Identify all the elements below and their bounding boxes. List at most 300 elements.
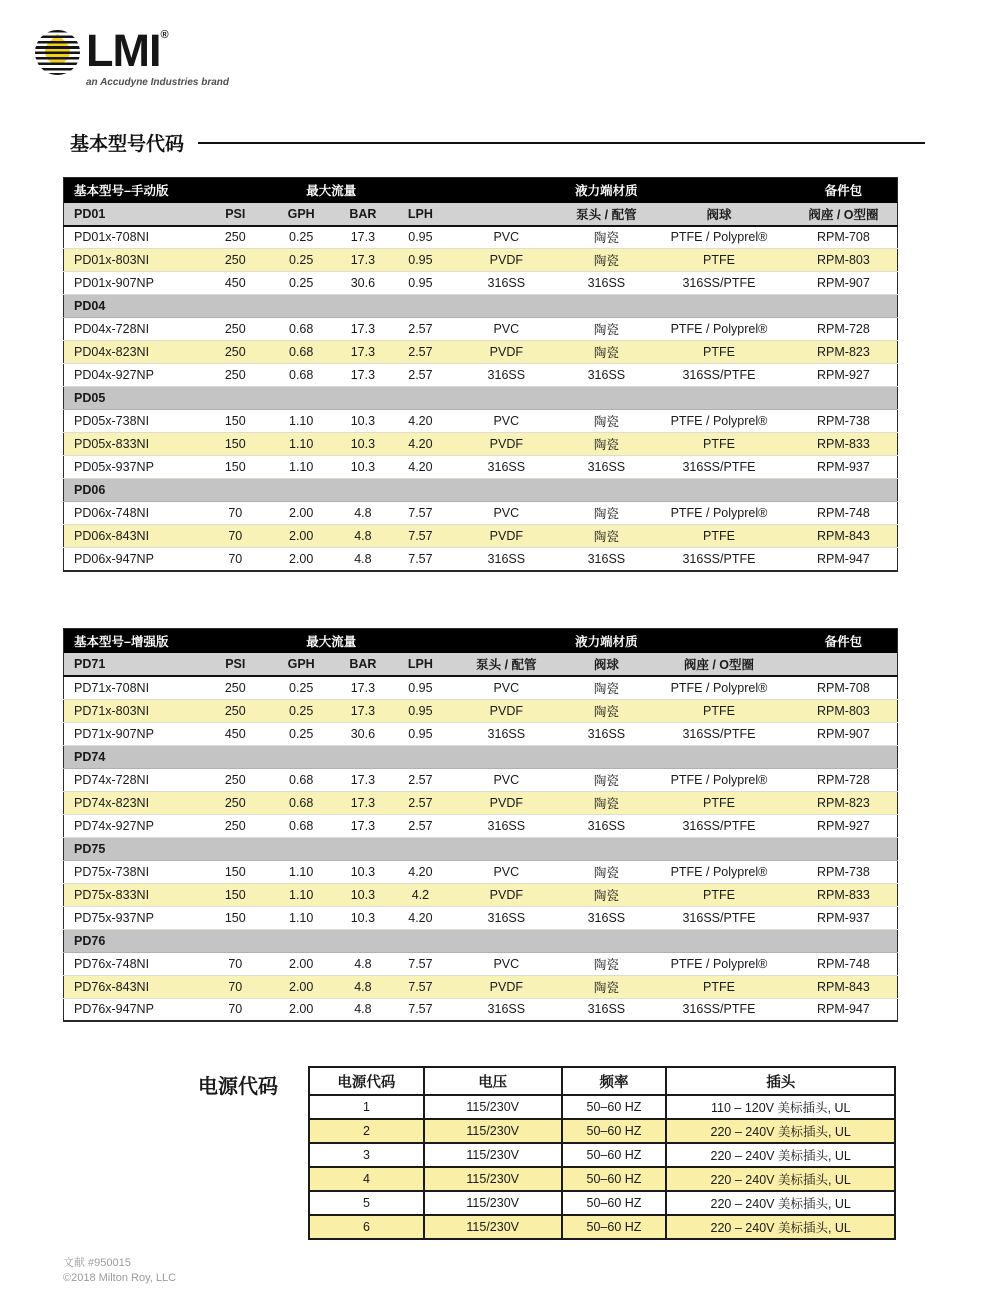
- value-cell: 4.20: [393, 433, 448, 456]
- value-cell: PTFE / Polyprel®: [648, 952, 790, 975]
- power-code-section: [198, 1066, 1000, 1240]
- power-value-cell: 50–60 HZ: [562, 1119, 667, 1143]
- power-value-cell: 1: [309, 1095, 424, 1119]
- value-cell: RPM-907: [790, 722, 898, 745]
- value-cell: RPM-823: [790, 791, 898, 814]
- value-cell: 2.00: [269, 975, 332, 998]
- value-cell: 450: [201, 272, 269, 295]
- value-cell: 陶瓷: [565, 318, 648, 341]
- value-cell: 2.57: [393, 318, 448, 341]
- value-cell: 4.8: [333, 548, 393, 571]
- model-number-cell: PD04x-927NP: [64, 364, 202, 387]
- value-cell: 1.10: [269, 883, 332, 906]
- value-cell: 0.68: [269, 341, 332, 364]
- value-cell: 250: [201, 791, 269, 814]
- group-title: 基本型号–增强版: [64, 628, 270, 653]
- value-cell: RPM-738: [790, 410, 898, 433]
- value-cell: 316SS: [565, 722, 648, 745]
- power-value-cell: 220 – 240V 美标插头, UL: [666, 1191, 895, 1215]
- value-cell: 17.3: [333, 341, 393, 364]
- model-row: [64, 341, 898, 364]
- model-row: [64, 676, 898, 699]
- value-cell: 2.00: [269, 548, 332, 571]
- value-cell: PTFE: [648, 975, 790, 998]
- value-cell: 316SS: [448, 272, 565, 295]
- value-cell: 70: [201, 998, 269, 1021]
- value-cell: RPM-937: [790, 906, 898, 929]
- value-cell: 150: [201, 410, 269, 433]
- value-cell: 0.68: [269, 768, 332, 791]
- power-value-cell: 115/230V: [424, 1215, 562, 1239]
- lmi-logo: [35, 25, 1000, 92]
- value-cell: 17.3: [333, 318, 393, 341]
- value-cell: PTFE: [648, 699, 790, 722]
- model-row: [64, 883, 898, 906]
- value-cell: 陶瓷: [565, 249, 648, 272]
- model-row: [64, 364, 898, 387]
- value-cell: 4.8: [333, 525, 393, 548]
- power-value-cell: 3: [309, 1143, 424, 1167]
- group-spacer: [393, 178, 448, 203]
- value-cell: PVDF: [448, 249, 565, 272]
- value-cell: 2.57: [393, 768, 448, 791]
- value-cell: 30.6: [333, 272, 393, 295]
- value-cell: 0.95: [393, 699, 448, 722]
- series-section-row: [64, 837, 898, 860]
- value-cell: 30.6: [333, 722, 393, 745]
- power-column-header: 插头: [666, 1067, 895, 1095]
- group-wetted-materials: 液力端材质: [565, 628, 648, 653]
- value-cell: RPM-937: [790, 456, 898, 479]
- value-cell: RPM-833: [790, 883, 898, 906]
- value-cell: RPM-803: [790, 249, 898, 272]
- value-cell: 316SS/PTFE: [648, 548, 790, 571]
- model-row: [64, 249, 898, 272]
- value-cell: 0.95: [393, 272, 448, 295]
- column-header-cell: PD01: [64, 203, 202, 226]
- value-cell: 4.20: [393, 456, 448, 479]
- value-cell: RPM-708: [790, 226, 898, 249]
- value-cell: 0.95: [393, 676, 448, 699]
- power-value-cell: 220 – 240V 美标插头, UL: [666, 1215, 895, 1239]
- value-cell: PTFE / Polyprel®: [648, 502, 790, 525]
- power-code-label: 电源代码: [198, 1076, 278, 1098]
- model-number-cell: PD06x-947NP: [64, 548, 202, 571]
- value-cell: RPM-748: [790, 502, 898, 525]
- value-cell: 316SS: [565, 272, 648, 295]
- model-number-cell: PD76x-748NI: [64, 952, 202, 975]
- group-spacer: [648, 628, 790, 653]
- power-code-table: [308, 1066, 896, 1240]
- group-spare-kit: 备件包: [790, 178, 898, 203]
- model-number-cell: PD76x-947NP: [64, 998, 202, 1021]
- column-header-cell: [790, 653, 898, 676]
- value-cell: 陶瓷: [565, 433, 648, 456]
- value-cell: 陶瓷: [565, 768, 648, 791]
- value-cell: 70: [201, 525, 269, 548]
- logo-brand-text: [86, 25, 229, 76]
- value-cell: 316SS/PTFE: [648, 722, 790, 745]
- enhanced-models-table: [63, 628, 898, 1023]
- value-cell: PVC: [448, 318, 565, 341]
- value-cell: PVDF: [448, 791, 565, 814]
- group-title: 基本型号–手动版: [64, 178, 270, 203]
- column-header-cell: LPH: [393, 203, 448, 226]
- value-cell: 1.10: [269, 860, 332, 883]
- table-group-header-row: [64, 628, 898, 653]
- column-header-cell: 阀座 / O型圈: [790, 203, 898, 226]
- power-value-cell: 115/230V: [424, 1191, 562, 1215]
- series-label: PD74: [64, 745, 898, 768]
- value-cell: 250: [201, 676, 269, 699]
- value-cell: 陶瓷: [565, 226, 648, 249]
- value-cell: 4.8: [333, 952, 393, 975]
- model-row: [64, 226, 898, 249]
- value-cell: 10.3: [333, 883, 393, 906]
- series-section-row: [64, 387, 898, 410]
- value-cell: 316SS/PTFE: [648, 364, 790, 387]
- column-header-cell: GPH: [269, 203, 332, 226]
- model-number-cell: PD06x-748NI: [64, 502, 202, 525]
- value-cell: 0.68: [269, 791, 332, 814]
- value-cell: 250: [201, 341, 269, 364]
- value-cell: PVDF: [448, 699, 565, 722]
- model-row: [64, 768, 898, 791]
- value-cell: 250: [201, 249, 269, 272]
- table-column-header-row: [64, 203, 898, 226]
- value-cell: 0.68: [269, 814, 332, 837]
- value-cell: 316SS/PTFE: [648, 906, 790, 929]
- value-cell: PTFE: [648, 433, 790, 456]
- value-cell: 316SS: [448, 456, 565, 479]
- value-cell: 17.3: [333, 226, 393, 249]
- value-cell: 0.25: [269, 226, 332, 249]
- value-cell: 2.00: [269, 502, 332, 525]
- value-cell: 17.3: [333, 768, 393, 791]
- value-cell: PTFE / Polyprel®: [648, 768, 790, 791]
- value-cell: PTFE / Polyprel®: [648, 410, 790, 433]
- model-number-cell: PD74x-728NI: [64, 768, 202, 791]
- value-cell: PVDF: [448, 525, 565, 548]
- value-cell: RPM-803: [790, 699, 898, 722]
- value-cell: 316SS: [565, 456, 648, 479]
- model-row: [64, 502, 898, 525]
- group-wetted-materials: 液力端材质: [565, 178, 648, 203]
- model-number-cell: PD74x-823NI: [64, 791, 202, 814]
- value-cell: 150: [201, 883, 269, 906]
- value-cell: 0.25: [269, 722, 332, 745]
- value-cell: 2.57: [393, 364, 448, 387]
- value-cell: 7.57: [393, 502, 448, 525]
- page-title: 基本型号代码: [70, 134, 185, 155]
- value-cell: PTFE / Polyprel®: [648, 226, 790, 249]
- value-cell: 7.57: [393, 548, 448, 571]
- power-value-cell: 220 – 240V 美标插头, UL: [666, 1119, 895, 1143]
- value-cell: 316SS: [448, 998, 565, 1021]
- value-cell: 2.57: [393, 814, 448, 837]
- value-cell: RPM-927: [790, 364, 898, 387]
- value-cell: PVC: [448, 410, 565, 433]
- value-cell: PTFE: [648, 249, 790, 272]
- power-code-row: [309, 1143, 895, 1167]
- value-cell: 4.20: [393, 906, 448, 929]
- model-row: [64, 906, 898, 929]
- model-row: [64, 814, 898, 837]
- value-cell: RPM-728: [790, 768, 898, 791]
- column-header-cell: PD71: [64, 653, 202, 676]
- value-cell: 2.00: [269, 952, 332, 975]
- value-cell: 10.3: [333, 860, 393, 883]
- value-cell: 250: [201, 318, 269, 341]
- series-label: PD04: [64, 295, 898, 318]
- column-header-cell: 泵头 / 配管: [448, 653, 565, 676]
- value-cell: 陶瓷: [565, 975, 648, 998]
- model-row: [64, 548, 898, 571]
- value-cell: 陶瓷: [565, 502, 648, 525]
- value-cell: 0.68: [269, 364, 332, 387]
- power-code-row: [309, 1191, 895, 1215]
- value-cell: 70: [201, 548, 269, 571]
- value-cell: 陶瓷: [565, 676, 648, 699]
- value-cell: 1.10: [269, 433, 332, 456]
- value-cell: 316SS: [565, 548, 648, 571]
- group-spacer: [448, 628, 565, 653]
- series-label: PD06: [64, 479, 898, 502]
- value-cell: PVC: [448, 952, 565, 975]
- value-cell: 0.95: [393, 226, 448, 249]
- power-column-header: 频率: [562, 1067, 667, 1095]
- series-section-row: [64, 929, 898, 952]
- value-cell: 70: [201, 975, 269, 998]
- value-cell: 陶瓷: [565, 410, 648, 433]
- value-cell: 陶瓷: [565, 791, 648, 814]
- series-label: PD76: [64, 929, 898, 952]
- value-cell: 10.3: [333, 456, 393, 479]
- value-cell: RPM-843: [790, 525, 898, 548]
- value-cell: 10.3: [333, 906, 393, 929]
- model-number-cell: PD04x-728NI: [64, 318, 202, 341]
- value-cell: 7.57: [393, 525, 448, 548]
- value-cell: 316SS/PTFE: [648, 456, 790, 479]
- value-cell: PTFE / Polyprel®: [648, 860, 790, 883]
- value-cell: 150: [201, 860, 269, 883]
- value-cell: 陶瓷: [565, 525, 648, 548]
- power-column-header: 电压: [424, 1067, 562, 1095]
- value-cell: PTFE / Polyprel®: [648, 676, 790, 699]
- group-spacer: [393, 628, 448, 653]
- value-cell: 0.95: [393, 249, 448, 272]
- section-title-row: [70, 129, 925, 156]
- series-label: PD05: [64, 387, 898, 410]
- value-cell: 17.3: [333, 249, 393, 272]
- model-number-cell: PD06x-843NI: [64, 525, 202, 548]
- model-number-cell: PD74x-927NP: [64, 814, 202, 837]
- column-header-cell: 泵头 / 配管: [565, 203, 648, 226]
- value-cell: 316SS: [448, 722, 565, 745]
- value-cell: 316SS: [565, 998, 648, 1021]
- value-cell: 250: [201, 699, 269, 722]
- model-row: [64, 456, 898, 479]
- title-rule: [198, 142, 925, 144]
- value-cell: RPM-738: [790, 860, 898, 883]
- value-cell: RPM-833: [790, 433, 898, 456]
- model-number-cell: PD75x-738NI: [64, 860, 202, 883]
- model-number-cell: PD75x-937NP: [64, 906, 202, 929]
- value-cell: 316SS: [565, 906, 648, 929]
- value-cell: 4.8: [333, 998, 393, 1021]
- value-cell: 7.57: [393, 998, 448, 1021]
- value-cell: 316SS: [565, 814, 648, 837]
- value-cell: 17.3: [333, 699, 393, 722]
- power-value-cell: 110 – 120V 美标插头, UL: [666, 1095, 895, 1119]
- group-spare-kit: 备件包: [790, 628, 898, 653]
- model-number-cell: PD71x-907NP: [64, 722, 202, 745]
- column-header-cell: 阀球: [565, 653, 648, 676]
- value-cell: 316SS: [448, 814, 565, 837]
- value-cell: RPM-843: [790, 975, 898, 998]
- value-cell: 10.3: [333, 410, 393, 433]
- value-cell: 4.8: [333, 975, 393, 998]
- value-cell: 250: [201, 814, 269, 837]
- series-section-row: [64, 745, 898, 768]
- value-cell: PTFE: [648, 791, 790, 814]
- power-code-row: [309, 1119, 895, 1143]
- value-cell: 0.68: [269, 318, 332, 341]
- power-value-cell: 115/230V: [424, 1167, 562, 1191]
- value-cell: 2.57: [393, 791, 448, 814]
- doc-number: 文献 #950015: [63, 1257, 131, 1269]
- model-number-cell: PD05x-833NI: [64, 433, 202, 456]
- stripe-pattern: [35, 30, 80, 75]
- model-number-cell: PD01x-907NP: [64, 272, 202, 295]
- value-cell: 7.57: [393, 975, 448, 998]
- value-cell: 4.2: [393, 883, 448, 906]
- value-cell: 250: [201, 364, 269, 387]
- model-number-cell: PD01x-803NI: [64, 249, 202, 272]
- model-row: [64, 952, 898, 975]
- value-cell: 0.95: [393, 722, 448, 745]
- value-cell: 陶瓷: [565, 699, 648, 722]
- model-row: [64, 318, 898, 341]
- value-cell: 7.57: [393, 952, 448, 975]
- power-value-cell: 115/230V: [424, 1143, 562, 1167]
- value-cell: 4.8: [333, 502, 393, 525]
- column-header-cell: [448, 203, 565, 226]
- value-cell: RPM-927: [790, 814, 898, 837]
- power-value-cell: 50–60 HZ: [562, 1215, 667, 1239]
- column-header-cell: BAR: [333, 203, 393, 226]
- power-code-row: [309, 1167, 895, 1191]
- value-cell: 2.00: [269, 998, 332, 1021]
- model-row: [64, 525, 898, 548]
- value-cell: PTFE: [648, 341, 790, 364]
- power-code-row: [309, 1215, 895, 1239]
- value-cell: 1.10: [269, 410, 332, 433]
- value-cell: 0.25: [269, 676, 332, 699]
- group-max-flow: 最大流量: [269, 628, 392, 653]
- power-value-cell: 220 – 240V 美标插头, UL: [666, 1167, 895, 1191]
- value-cell: 250: [201, 226, 269, 249]
- power-header-row: [309, 1067, 895, 1095]
- model-row: [64, 975, 898, 998]
- value-cell: PTFE: [648, 883, 790, 906]
- value-cell: 250: [201, 768, 269, 791]
- model-number-cell: PD71x-803NI: [64, 699, 202, 722]
- value-cell: 陶瓷: [565, 952, 648, 975]
- group-max-flow: 最大流量: [269, 178, 392, 203]
- value-cell: RPM-728: [790, 318, 898, 341]
- power-value-cell: 50–60 HZ: [562, 1143, 667, 1167]
- model-number-cell: PD05x-738NI: [64, 410, 202, 433]
- power-value-cell: 50–60 HZ: [562, 1191, 667, 1215]
- value-cell: 316SS/PTFE: [648, 272, 790, 295]
- value-cell: PVDF: [448, 883, 565, 906]
- value-cell: 0.25: [269, 699, 332, 722]
- power-value-cell: 2: [309, 1119, 424, 1143]
- model-row: [64, 722, 898, 745]
- manual-models-table: [63, 177, 898, 572]
- power-value-cell: 6: [309, 1215, 424, 1239]
- value-cell: 陶瓷: [565, 860, 648, 883]
- model-row: [64, 272, 898, 295]
- value-cell: PVC: [448, 226, 565, 249]
- value-cell: 17.3: [333, 676, 393, 699]
- value-cell: 17.3: [333, 364, 393, 387]
- value-cell: 316SS/PTFE: [648, 814, 790, 837]
- value-cell: 2.57: [393, 341, 448, 364]
- registered-mark: ®: [160, 29, 169, 41]
- value-cell: 0.25: [269, 272, 332, 295]
- value-cell: 70: [201, 952, 269, 975]
- power-value-cell: 4: [309, 1167, 424, 1191]
- power-column-header: 电源代码: [309, 1067, 424, 1095]
- group-spacer: [448, 178, 565, 203]
- value-cell: 17.3: [333, 814, 393, 837]
- logo-tagline: an Accudyne Industries brand: [86, 76, 229, 88]
- model-row: [64, 433, 898, 456]
- value-cell: RPM-823: [790, 341, 898, 364]
- value-cell: 10.3: [333, 433, 393, 456]
- value-cell: 1.10: [269, 456, 332, 479]
- model-row: [64, 860, 898, 883]
- column-header-cell: LPH: [393, 653, 448, 676]
- value-cell: 17.3: [333, 791, 393, 814]
- column-header-cell: 阀座 / O型圈: [648, 653, 790, 676]
- value-cell: PTFE / Polyprel®: [648, 318, 790, 341]
- column-header-cell: 阀球: [648, 203, 790, 226]
- power-code-row: [309, 1095, 895, 1119]
- column-header-cell: GPH: [269, 653, 332, 676]
- column-header-cell: BAR: [333, 653, 393, 676]
- value-cell: 2.00: [269, 525, 332, 548]
- value-cell: PVC: [448, 860, 565, 883]
- value-cell: 316SS: [448, 906, 565, 929]
- power-value-cell: 220 – 240V 美标插头, UL: [666, 1143, 895, 1167]
- value-cell: 316SS: [565, 364, 648, 387]
- value-cell: 陶瓷: [565, 341, 648, 364]
- value-cell: 150: [201, 906, 269, 929]
- model-number-cell: PD04x-823NI: [64, 341, 202, 364]
- brand-name: LMI: [86, 25, 161, 76]
- table-column-header-row: [64, 653, 898, 676]
- power-value-cell: 50–60 HZ: [562, 1167, 667, 1191]
- value-cell: 450: [201, 722, 269, 745]
- model-row: [64, 410, 898, 433]
- value-cell: 316SS: [448, 548, 565, 571]
- power-value-cell: 5: [309, 1191, 424, 1215]
- model-row: [64, 791, 898, 814]
- value-cell: PVC: [448, 502, 565, 525]
